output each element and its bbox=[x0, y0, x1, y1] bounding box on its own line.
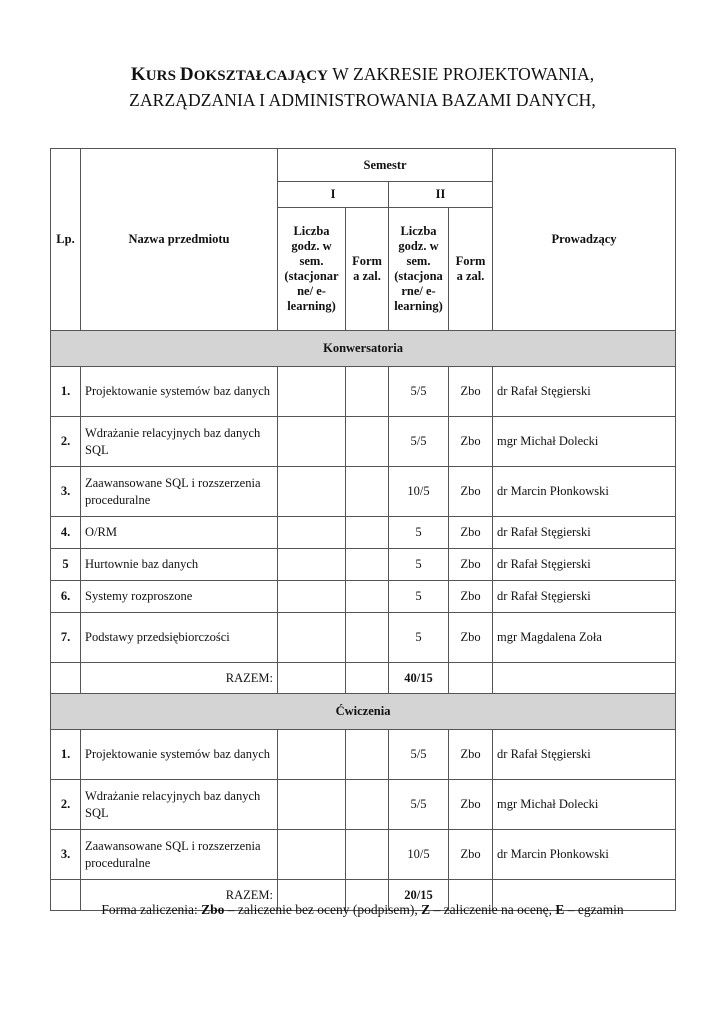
hours-sem1 bbox=[278, 730, 346, 780]
total-empty-cell bbox=[493, 663, 676, 694]
header-semestr: Semestr bbox=[278, 149, 493, 182]
table-row bbox=[51, 730, 676, 780]
teacher-name: dr Rafał Stęgierski bbox=[493, 367, 676, 417]
header-teacher: Prowadzący bbox=[493, 149, 676, 331]
form-sem2: Zbo bbox=[449, 730, 493, 780]
table-row bbox=[51, 467, 676, 517]
teacher-name: dr Rafał Stęgierski bbox=[493, 581, 676, 613]
form-sem2: Zbo bbox=[449, 417, 493, 467]
hours-sem1 bbox=[278, 780, 346, 830]
header-subject-name: Nazwa przedmiotu bbox=[81, 149, 278, 331]
teacher-name: mgr Magdalena Zoła bbox=[493, 613, 676, 663]
hours-sem2: 5 bbox=[389, 517, 449, 549]
section-header-row bbox=[51, 331, 676, 367]
total-value: 40/15 bbox=[389, 663, 449, 694]
header-form-sem1: Form a zal. bbox=[346, 208, 389, 331]
hours-sem1 bbox=[278, 367, 346, 417]
table-row bbox=[51, 581, 676, 613]
form-sem2: Zbo bbox=[449, 780, 493, 830]
total-empty-cell bbox=[449, 663, 493, 694]
subject-name: Wdrażanie relacyjnych baz danych SQL bbox=[81, 417, 278, 467]
form-sem2: Zbo bbox=[449, 581, 493, 613]
row-number: 7. bbox=[51, 613, 81, 663]
section-title: Konwersatoria bbox=[51, 331, 676, 367]
form-sem1 bbox=[346, 830, 389, 880]
subject-name: Systemy rozproszone bbox=[81, 581, 278, 613]
document-title bbox=[0, 62, 725, 112]
hours-sem2: 10/5 bbox=[389, 830, 449, 880]
form-sem2: Zbo bbox=[449, 367, 493, 417]
footer-legend: Forma zaliczenia: Zbo – zaliczenie bez oceny (podpisem), Z – zaliczenie na ocenę, E – egzamin bbox=[101, 902, 624, 917]
form-sem1 bbox=[346, 467, 389, 517]
subject-name: Zaawansowane SQL i rozszerzenia proceduralne bbox=[81, 467, 278, 517]
course-table bbox=[50, 148, 676, 911]
hours-sem2: 5 bbox=[389, 549, 449, 581]
form-sem1 bbox=[346, 417, 389, 467]
row-number: 2. bbox=[51, 780, 81, 830]
section-title: Ćwiczenia bbox=[51, 694, 676, 730]
header-hours-sem1: Liczba godz. w sem. (stacjonar ne/ e-learning) bbox=[278, 208, 346, 331]
total-label: RAZEM: bbox=[81, 663, 278, 694]
row-number: 5 bbox=[51, 549, 81, 581]
subject-name: O/RM bbox=[81, 517, 278, 549]
subject-name: Projektowanie systemów baz danych bbox=[81, 367, 278, 417]
table-row bbox=[51, 613, 676, 663]
subject-name: Zaawansowane SQL i rozszerzenia proceduralne bbox=[81, 830, 278, 880]
hours-sem2: 5 bbox=[389, 613, 449, 663]
hours-sem1 bbox=[278, 467, 346, 517]
teacher-name: dr Marcin Płonkowski bbox=[493, 467, 676, 517]
row-number: 3. bbox=[51, 467, 81, 517]
form-sem1 bbox=[346, 730, 389, 780]
subject-name: Hurtownie baz danych bbox=[81, 549, 278, 581]
hours-sem2: 5 bbox=[389, 581, 449, 613]
header-row-1 bbox=[51, 149, 676, 182]
total-empty-cell bbox=[278, 663, 346, 694]
total-empty-cell bbox=[51, 663, 81, 694]
table-row bbox=[51, 517, 676, 549]
teacher-name: dr Rafał Stęgierski bbox=[493, 517, 676, 549]
total-value: 20/15 bbox=[389, 880, 449, 911]
teacher-name: dr Marcin Płonkowski bbox=[493, 830, 676, 880]
table-row bbox=[51, 367, 676, 417]
hours-sem2: 10/5 bbox=[389, 467, 449, 517]
form-sem2: Zbo bbox=[449, 467, 493, 517]
form-sem1 bbox=[346, 549, 389, 581]
teacher-name: dr Rafał Stęgierski bbox=[493, 730, 676, 780]
header-semester-1: I bbox=[278, 182, 389, 208]
form-sem2: Zbo bbox=[449, 613, 493, 663]
title-line-1: KURS DOKSZTAŁCAJĄCY W ZAKRESIE PROJEKTOWANIA, bbox=[130, 64, 595, 85]
form-sem2: Zbo bbox=[449, 830, 493, 880]
form-sem1 bbox=[346, 613, 389, 663]
teacher-name: mgr Michał Dolecki bbox=[493, 417, 676, 467]
teacher-name: dr Rafał Stęgierski bbox=[493, 549, 676, 581]
hours-sem1 bbox=[278, 613, 346, 663]
total-empty-cell bbox=[346, 663, 389, 694]
hours-sem2: 5/5 bbox=[389, 780, 449, 830]
form-sem1 bbox=[346, 367, 389, 417]
form-sem2: Zbo bbox=[449, 549, 493, 581]
table-row bbox=[51, 417, 676, 467]
section-header-row bbox=[51, 694, 676, 730]
hours-sem1 bbox=[278, 417, 346, 467]
row-number: 1. bbox=[51, 730, 81, 780]
row-number: 3. bbox=[51, 830, 81, 880]
hours-sem2: 5/5 bbox=[389, 417, 449, 467]
title-line-2: ZARZĄDZANIA I ADMINISTROWANIA BAZAMI DANYCH, bbox=[129, 90, 596, 110]
hours-sem1 bbox=[278, 549, 346, 581]
header-semester-2: II bbox=[389, 182, 493, 208]
hours-sem1 bbox=[278, 830, 346, 880]
subject-name: Projektowanie systemów baz danych bbox=[81, 730, 278, 780]
hours-sem1 bbox=[278, 517, 346, 549]
header-hours-sem2: Liczba godz. w sem. (stacjona rne/ e-learning) bbox=[389, 208, 449, 331]
row-number: 2. bbox=[51, 417, 81, 467]
table-row bbox=[51, 549, 676, 581]
hours-sem2: 5/5 bbox=[389, 367, 449, 417]
row-number: 6. bbox=[51, 581, 81, 613]
total-row bbox=[51, 663, 676, 694]
row-number: 1. bbox=[51, 367, 81, 417]
row-number: 4. bbox=[51, 517, 81, 549]
table-row bbox=[51, 780, 676, 830]
total-label: RAZEM: bbox=[81, 880, 278, 911]
teacher-name: mgr Michał Dolecki bbox=[493, 780, 676, 830]
form-sem1 bbox=[346, 517, 389, 549]
header-form-sem2: Form a zal. bbox=[449, 208, 493, 331]
subject-name: Podstawy przedsiębiorczości bbox=[81, 613, 278, 663]
form-sem1 bbox=[346, 581, 389, 613]
form-sem1 bbox=[346, 780, 389, 830]
table-row bbox=[51, 830, 676, 880]
hours-sem1 bbox=[278, 581, 346, 613]
form-sem2: Zbo bbox=[449, 517, 493, 549]
hours-sem2: 5/5 bbox=[389, 730, 449, 780]
subject-name: Wdrażanie relacyjnych baz danych SQL bbox=[81, 780, 278, 830]
header-lp: Lp. bbox=[51, 149, 81, 331]
